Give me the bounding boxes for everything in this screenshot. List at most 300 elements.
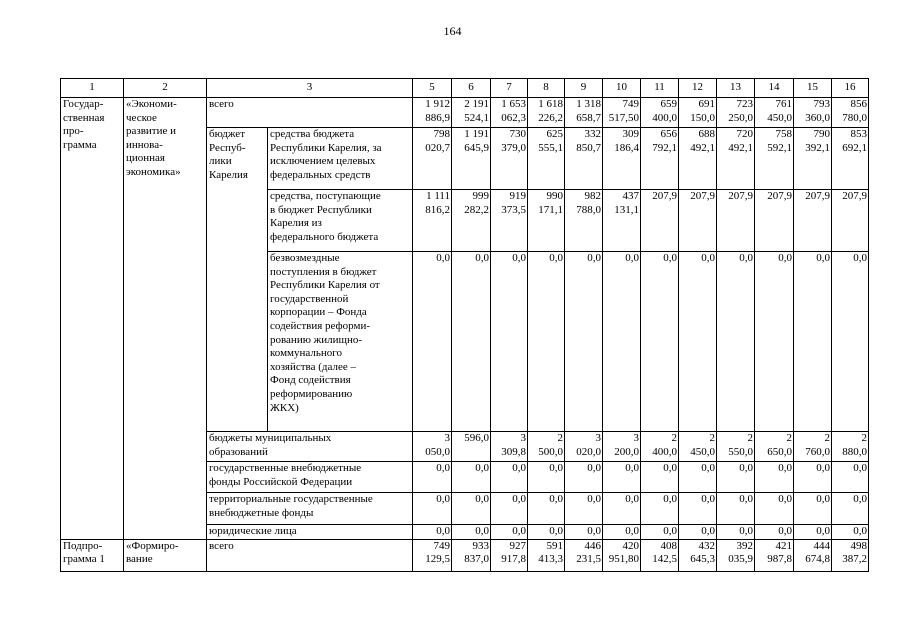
value-line: 392,1 bbox=[805, 141, 830, 154]
value-line: 0,0 bbox=[625, 525, 639, 537]
column-number-cell: 5 bbox=[413, 79, 452, 98]
row5-value-cell bbox=[679, 462, 717, 493]
row0-value-cell bbox=[832, 98, 869, 128]
source-label-line: содействия реформи- bbox=[270, 319, 370, 332]
value-line: 850,7 bbox=[576, 141, 601, 154]
column-number-cell: 7 bbox=[491, 79, 528, 98]
row5-value-cell bbox=[603, 462, 641, 493]
value-line: 0,0 bbox=[436, 252, 450, 264]
value-line: 793 bbox=[813, 98, 830, 110]
value-line: 933 bbox=[472, 539, 489, 552]
program-name-line: развитие и bbox=[126, 125, 177, 138]
row7-value-cell bbox=[452, 525, 491, 540]
value-line: 550,0 bbox=[728, 445, 753, 458]
row1-value-cell bbox=[603, 128, 641, 190]
row0-value-cell bbox=[528, 98, 565, 128]
value-line: 2 bbox=[861, 432, 867, 444]
source-label-line: поступления в бюджет bbox=[270, 265, 377, 278]
source-label-line: реформированию bbox=[270, 387, 353, 400]
row1-value-cell bbox=[491, 128, 528, 190]
row6-value-cell bbox=[603, 493, 641, 525]
program-type-line: Государ- bbox=[63, 98, 104, 110]
value-line: 880,0 bbox=[842, 445, 867, 458]
column-number-cell: 12 bbox=[679, 79, 717, 98]
row5-value-cell bbox=[755, 462, 794, 493]
row3-value-cell bbox=[641, 252, 679, 432]
value-line: 1 912 bbox=[425, 98, 450, 110]
source-label-line: безвозмездные bbox=[270, 252, 340, 264]
value-line: 207,9 bbox=[652, 190, 677, 202]
value-line: 492,1 bbox=[690, 141, 715, 154]
source-label-line: Карелия из bbox=[270, 217, 322, 230]
value-line: 0,0 bbox=[475, 493, 489, 505]
row5-value-cell bbox=[528, 462, 565, 493]
program-type-cell bbox=[61, 98, 124, 540]
source-label-line: всего bbox=[209, 98, 234, 110]
value-line: 0,0 bbox=[512, 462, 526, 474]
source-label-cell bbox=[207, 98, 413, 128]
value-line: 171,1 bbox=[538, 203, 563, 216]
value-line: 250,0 bbox=[728, 111, 753, 124]
value-line: 0,0 bbox=[587, 252, 601, 264]
row7-value-cell bbox=[794, 525, 832, 540]
row1-value-cell bbox=[528, 128, 565, 190]
value-line: 990 bbox=[546, 190, 563, 202]
value-line: 207,9 bbox=[767, 190, 792, 202]
value-line: 0,0 bbox=[853, 525, 867, 537]
value-line: 400,0 bbox=[652, 445, 677, 458]
value-line: 1 618 bbox=[538, 98, 563, 110]
value-line: 816,2 bbox=[425, 203, 450, 216]
row4-value-cell bbox=[641, 432, 679, 462]
row7-value-cell bbox=[641, 525, 679, 540]
source-label-cell bbox=[207, 462, 413, 493]
row7-value-cell bbox=[717, 525, 755, 540]
row1-value-cell bbox=[755, 128, 794, 190]
value-line: 853 bbox=[850, 128, 867, 140]
source-label-line: государственные внебюджетные bbox=[209, 462, 362, 474]
value-line: 0,0 bbox=[663, 462, 677, 474]
budget-label-line: бюджет bbox=[209, 128, 245, 140]
value-line: 0,0 bbox=[549, 462, 563, 474]
value-line: 332 bbox=[584, 128, 601, 140]
program-type-line: грамма bbox=[63, 138, 97, 151]
row4-value-cell bbox=[755, 432, 794, 462]
source-label-cell bbox=[268, 128, 413, 190]
row0-value-cell bbox=[491, 98, 528, 128]
row0-value-cell bbox=[679, 98, 717, 128]
value-line: 0,0 bbox=[475, 252, 489, 264]
value-line: 207,9 bbox=[690, 190, 715, 202]
value-line: 999 bbox=[472, 190, 489, 202]
row2-value-cell bbox=[528, 190, 565, 252]
row4-value-cell bbox=[413, 432, 452, 462]
row5-value-cell bbox=[641, 462, 679, 493]
row4-value-cell bbox=[832, 432, 869, 462]
subprogram-value-cell bbox=[413, 539, 452, 571]
column-number-cell: 6 bbox=[452, 79, 491, 98]
value-line: 723 bbox=[736, 98, 753, 110]
value-line: 020,0 bbox=[576, 445, 601, 458]
value-line: 730 bbox=[509, 128, 526, 140]
row7-value-cell bbox=[832, 525, 869, 540]
value-line: 0,0 bbox=[587, 462, 601, 474]
value-line: 674,8 bbox=[805, 553, 830, 566]
row6-value-cell bbox=[794, 493, 832, 525]
value-line: 2 bbox=[824, 432, 830, 444]
column-number-cell: 14 bbox=[755, 79, 794, 98]
source-label-line: средства, поступающие bbox=[270, 190, 381, 202]
value-line: 749 bbox=[622, 98, 639, 110]
row6-value-cell bbox=[717, 493, 755, 525]
source-label-cell bbox=[207, 539, 413, 571]
value-line: 500,0 bbox=[538, 445, 563, 458]
source-label-cell bbox=[268, 190, 413, 252]
value-line: 387,2 bbox=[842, 553, 867, 566]
value-line: 0,0 bbox=[853, 493, 867, 505]
row6-value-cell bbox=[452, 493, 491, 525]
row3-value-cell bbox=[528, 252, 565, 432]
row4-value-cell bbox=[679, 432, 717, 462]
row2-value-cell bbox=[679, 190, 717, 252]
table-row bbox=[61, 539, 869, 571]
row2-value-cell bbox=[413, 190, 452, 252]
value-line: 0,0 bbox=[436, 493, 450, 505]
row0-value-cell bbox=[717, 98, 755, 128]
value-line: 450,0 bbox=[767, 111, 792, 124]
value-line: 142,5 bbox=[652, 553, 677, 566]
row3-value-cell bbox=[603, 252, 641, 432]
row1-value-cell bbox=[679, 128, 717, 190]
program-name-cell bbox=[124, 539, 207, 571]
subprogram-value-cell bbox=[565, 539, 603, 571]
program-name-line: вание bbox=[126, 553, 153, 566]
budget-label-cell bbox=[207, 128, 268, 432]
row3-value-cell bbox=[755, 252, 794, 432]
source-label-cell bbox=[207, 432, 413, 462]
source-label-line: Республики Карелия, за bbox=[270, 141, 382, 154]
row6-value-cell bbox=[832, 493, 869, 525]
value-line: 492,1 bbox=[728, 141, 753, 154]
row5-value-cell bbox=[452, 462, 491, 493]
value-line: 0,0 bbox=[701, 462, 715, 474]
value-line: 408 bbox=[660, 539, 677, 552]
value-line: 360,0 bbox=[805, 111, 830, 124]
value-line: 0,0 bbox=[625, 252, 639, 264]
value-line: 050,0 bbox=[425, 445, 450, 458]
value-line: 150,0 bbox=[690, 111, 715, 124]
value-line: 591 bbox=[546, 539, 563, 552]
value-line: 0,0 bbox=[701, 493, 715, 505]
column-number-cell: 15 bbox=[794, 79, 832, 98]
value-line: 373,5 bbox=[501, 203, 526, 216]
source-label-line: фонды Российской Федерации bbox=[209, 475, 353, 488]
value-line: 0,0 bbox=[853, 462, 867, 474]
value-line: 437 bbox=[622, 190, 639, 202]
program-name-line: экономика» bbox=[126, 165, 181, 178]
row1-value-cell bbox=[452, 128, 491, 190]
value-line: 0,0 bbox=[816, 525, 830, 537]
value-line: 0,0 bbox=[512, 525, 526, 537]
subprogram-value-cell bbox=[755, 539, 794, 571]
value-line: 020,7 bbox=[425, 141, 450, 154]
value-line: 1 318 bbox=[576, 98, 601, 110]
program-type-cell bbox=[61, 539, 124, 571]
row1-value-cell bbox=[413, 128, 452, 190]
program-name-line: «Экономи- bbox=[126, 98, 177, 110]
row6-value-cell bbox=[491, 493, 528, 525]
value-line: 2 bbox=[709, 432, 715, 444]
value-line: 421 bbox=[775, 539, 792, 552]
subprogram-value-cell bbox=[603, 539, 641, 571]
value-line: 0,0 bbox=[778, 252, 792, 264]
row4-value-cell bbox=[794, 432, 832, 462]
column-number-cell: 13 bbox=[717, 79, 755, 98]
row3-value-cell bbox=[717, 252, 755, 432]
value-line: 0,0 bbox=[512, 252, 526, 264]
column-number-cell: 8 bbox=[528, 79, 565, 98]
value-line: 498 bbox=[850, 539, 867, 552]
program-type-line: грамма 1 bbox=[63, 553, 105, 566]
column-number-cell: 3 bbox=[207, 79, 413, 98]
table-row bbox=[61, 98, 869, 128]
row7-value-cell bbox=[413, 525, 452, 540]
value-line: 658,7 bbox=[576, 111, 601, 124]
row0-value-cell bbox=[565, 98, 603, 128]
row7-value-cell bbox=[755, 525, 794, 540]
value-line: 207,9 bbox=[728, 190, 753, 202]
row6-value-cell bbox=[755, 493, 794, 525]
value-line: 282,2 bbox=[464, 203, 489, 216]
value-line: 0,0 bbox=[701, 525, 715, 537]
source-label-line: бюджеты муниципальных bbox=[209, 432, 332, 444]
value-line: 592,1 bbox=[767, 141, 792, 154]
source-label-line: ЖКХ) bbox=[270, 401, 299, 414]
column-number-cell: 10 bbox=[603, 79, 641, 98]
value-line: 1 653 bbox=[501, 98, 526, 110]
source-label-line: территориальные государственные bbox=[209, 493, 373, 505]
source-label-line: внебюджетные фонды bbox=[209, 506, 314, 519]
value-line: 555,1 bbox=[538, 141, 563, 154]
value-line: 3 bbox=[633, 432, 639, 444]
source-label-cell bbox=[207, 525, 413, 540]
row3-value-cell bbox=[491, 252, 528, 432]
value-line: 0,0 bbox=[549, 252, 563, 264]
program-name-cell bbox=[124, 98, 207, 540]
value-line: 3 bbox=[520, 432, 526, 444]
value-line: 3 bbox=[595, 432, 601, 444]
value-line: 432 bbox=[698, 539, 715, 552]
row5-value-cell bbox=[491, 462, 528, 493]
value-line: 919 bbox=[509, 190, 526, 202]
row5-value-cell bbox=[717, 462, 755, 493]
value-line: 2 bbox=[747, 432, 753, 444]
value-line: 0,0 bbox=[739, 462, 753, 474]
value-line: 0,0 bbox=[739, 493, 753, 505]
value-line: 688 bbox=[698, 128, 715, 140]
value-line: 987,8 bbox=[767, 553, 792, 566]
value-line: 3 bbox=[444, 432, 450, 444]
value-line: 186,4 bbox=[614, 141, 639, 154]
value-line: 400,0 bbox=[652, 111, 677, 124]
value-line: 645,9 bbox=[464, 141, 489, 154]
source-label-line: федеральных средств bbox=[270, 168, 371, 181]
row1-value-cell bbox=[794, 128, 832, 190]
row1-value-cell bbox=[565, 128, 603, 190]
value-line: 780,0 bbox=[842, 111, 867, 124]
program-name-line: ционная bbox=[126, 152, 165, 165]
row2-value-cell bbox=[794, 190, 832, 252]
row1-value-cell bbox=[641, 128, 679, 190]
row6-value-cell bbox=[565, 493, 603, 525]
program-type-line: про- bbox=[63, 125, 84, 138]
subprogram-value-cell bbox=[832, 539, 869, 571]
row2-value-cell bbox=[832, 190, 869, 252]
value-line: 982 bbox=[584, 190, 601, 202]
row0-value-cell bbox=[413, 98, 452, 128]
row4-value-cell bbox=[452, 432, 491, 462]
row2-value-cell bbox=[641, 190, 679, 252]
value-line: 917,8 bbox=[501, 553, 526, 566]
source-label-line: хозяйства (далее – bbox=[270, 360, 356, 373]
source-label-line: Фонд содействия bbox=[270, 374, 351, 387]
value-line: 035,9 bbox=[728, 553, 753, 566]
value-line: 226,2 bbox=[538, 111, 563, 124]
subprogram-value-cell bbox=[452, 539, 491, 571]
value-line: 788,0 bbox=[576, 203, 601, 216]
value-line: 129,5 bbox=[425, 553, 450, 566]
row4-value-cell bbox=[603, 432, 641, 462]
value-line: 0,0 bbox=[475, 525, 489, 537]
value-line: 656 bbox=[660, 128, 677, 140]
row1-value-cell bbox=[717, 128, 755, 190]
row1-value-cell bbox=[832, 128, 869, 190]
value-line: 413,3 bbox=[538, 553, 563, 566]
value-line: 1 111 bbox=[426, 190, 450, 202]
value-line: 792,1 bbox=[652, 141, 677, 154]
subprogram-value-cell bbox=[641, 539, 679, 571]
value-line: 0,0 bbox=[739, 525, 753, 537]
row6-value-cell bbox=[641, 493, 679, 525]
value-line: 231,5 bbox=[576, 553, 601, 566]
value-line: 0,0 bbox=[778, 525, 792, 537]
source-label-line: образований bbox=[209, 445, 268, 458]
value-line: 645,3 bbox=[690, 553, 715, 566]
page-number: 164 bbox=[443, 24, 462, 38]
program-type-line: Подпро- bbox=[63, 539, 103, 552]
value-line: 420 bbox=[622, 539, 639, 552]
value-line: 0,0 bbox=[778, 462, 792, 474]
row2-value-cell bbox=[491, 190, 528, 252]
value-line: 524,1 bbox=[464, 111, 489, 124]
source-label-line: в бюджет Республики bbox=[270, 203, 372, 216]
value-line: 0,0 bbox=[853, 252, 867, 264]
value-line: 650,0 bbox=[767, 445, 792, 458]
value-line: 0,0 bbox=[625, 493, 639, 505]
value-line: 691 bbox=[698, 98, 715, 110]
row5-value-cell bbox=[565, 462, 603, 493]
row7-value-cell bbox=[679, 525, 717, 540]
value-line: 0,0 bbox=[663, 252, 677, 264]
column-number-cell: 9 bbox=[565, 79, 603, 98]
budget-label-line: Респуб- bbox=[209, 141, 246, 154]
source-label-line: средства бюджета bbox=[270, 128, 355, 140]
column-number-cell: 1 bbox=[61, 79, 124, 98]
value-line: 0,0 bbox=[625, 462, 639, 474]
row3-value-cell bbox=[413, 252, 452, 432]
value-line: 446 bbox=[584, 539, 601, 552]
value-line: 0,0 bbox=[436, 525, 450, 537]
source-label-line: коммунального bbox=[270, 347, 342, 360]
value-line: 0,0 bbox=[512, 493, 526, 505]
source-label-line: корпорации – Фонда bbox=[270, 306, 367, 319]
row3-value-cell bbox=[565, 252, 603, 432]
value-line: 886,9 bbox=[425, 111, 450, 124]
value-line: 0,0 bbox=[475, 462, 489, 474]
value-line: 692,1 bbox=[842, 141, 867, 154]
row7-value-cell bbox=[491, 525, 528, 540]
source-label-line: рованию жилищно- bbox=[270, 333, 363, 346]
budget-table bbox=[60, 78, 869, 572]
row0-value-cell bbox=[452, 98, 491, 128]
value-line: 444 bbox=[813, 539, 830, 552]
row2-value-cell bbox=[603, 190, 641, 252]
row3-value-cell bbox=[794, 252, 832, 432]
column-number-cell: 11 bbox=[641, 79, 679, 98]
value-line: 0,0 bbox=[587, 525, 601, 537]
subprogram-value-cell bbox=[794, 539, 832, 571]
value-line: 596,0 bbox=[464, 432, 489, 444]
value-line: 392 bbox=[736, 539, 753, 552]
value-line: 450,0 bbox=[690, 445, 715, 458]
column-number-cell: 16 bbox=[832, 79, 869, 98]
value-line: 207,9 bbox=[805, 190, 830, 202]
row0-value-cell bbox=[794, 98, 832, 128]
value-line: 0,0 bbox=[816, 252, 830, 264]
header-row bbox=[61, 79, 869, 98]
value-line: 0,0 bbox=[778, 493, 792, 505]
row0-value-cell bbox=[603, 98, 641, 128]
source-label-line: федерального бюджета bbox=[270, 230, 379, 243]
value-line: 2 bbox=[557, 432, 563, 444]
budget-label-line: лики bbox=[209, 155, 232, 168]
value-line: 749 bbox=[433, 539, 450, 552]
row7-value-cell bbox=[603, 525, 641, 540]
program-type-line: ственная bbox=[63, 111, 105, 124]
program-name-line: «Формиро- bbox=[126, 539, 179, 552]
subprogram-value-cell bbox=[491, 539, 528, 571]
value-line: 856 bbox=[850, 98, 867, 110]
row4-value-cell bbox=[528, 432, 565, 462]
row5-value-cell bbox=[832, 462, 869, 493]
row4-value-cell bbox=[491, 432, 528, 462]
value-line: 837,0 bbox=[464, 553, 489, 566]
row7-value-cell bbox=[565, 525, 603, 540]
source-label-cell bbox=[268, 252, 413, 432]
value-line: 760,0 bbox=[805, 445, 830, 458]
value-line: 0,0 bbox=[816, 462, 830, 474]
value-line: 0,0 bbox=[701, 252, 715, 264]
row2-value-cell bbox=[717, 190, 755, 252]
value-line: 131,1 bbox=[614, 203, 639, 216]
value-line: 0,0 bbox=[549, 525, 563, 537]
row6-value-cell bbox=[413, 493, 452, 525]
row6-value-cell bbox=[679, 493, 717, 525]
row0-value-cell bbox=[755, 98, 794, 128]
row5-value-cell bbox=[794, 462, 832, 493]
table-body bbox=[61, 79, 869, 572]
program-name-line: ческое bbox=[126, 111, 157, 124]
